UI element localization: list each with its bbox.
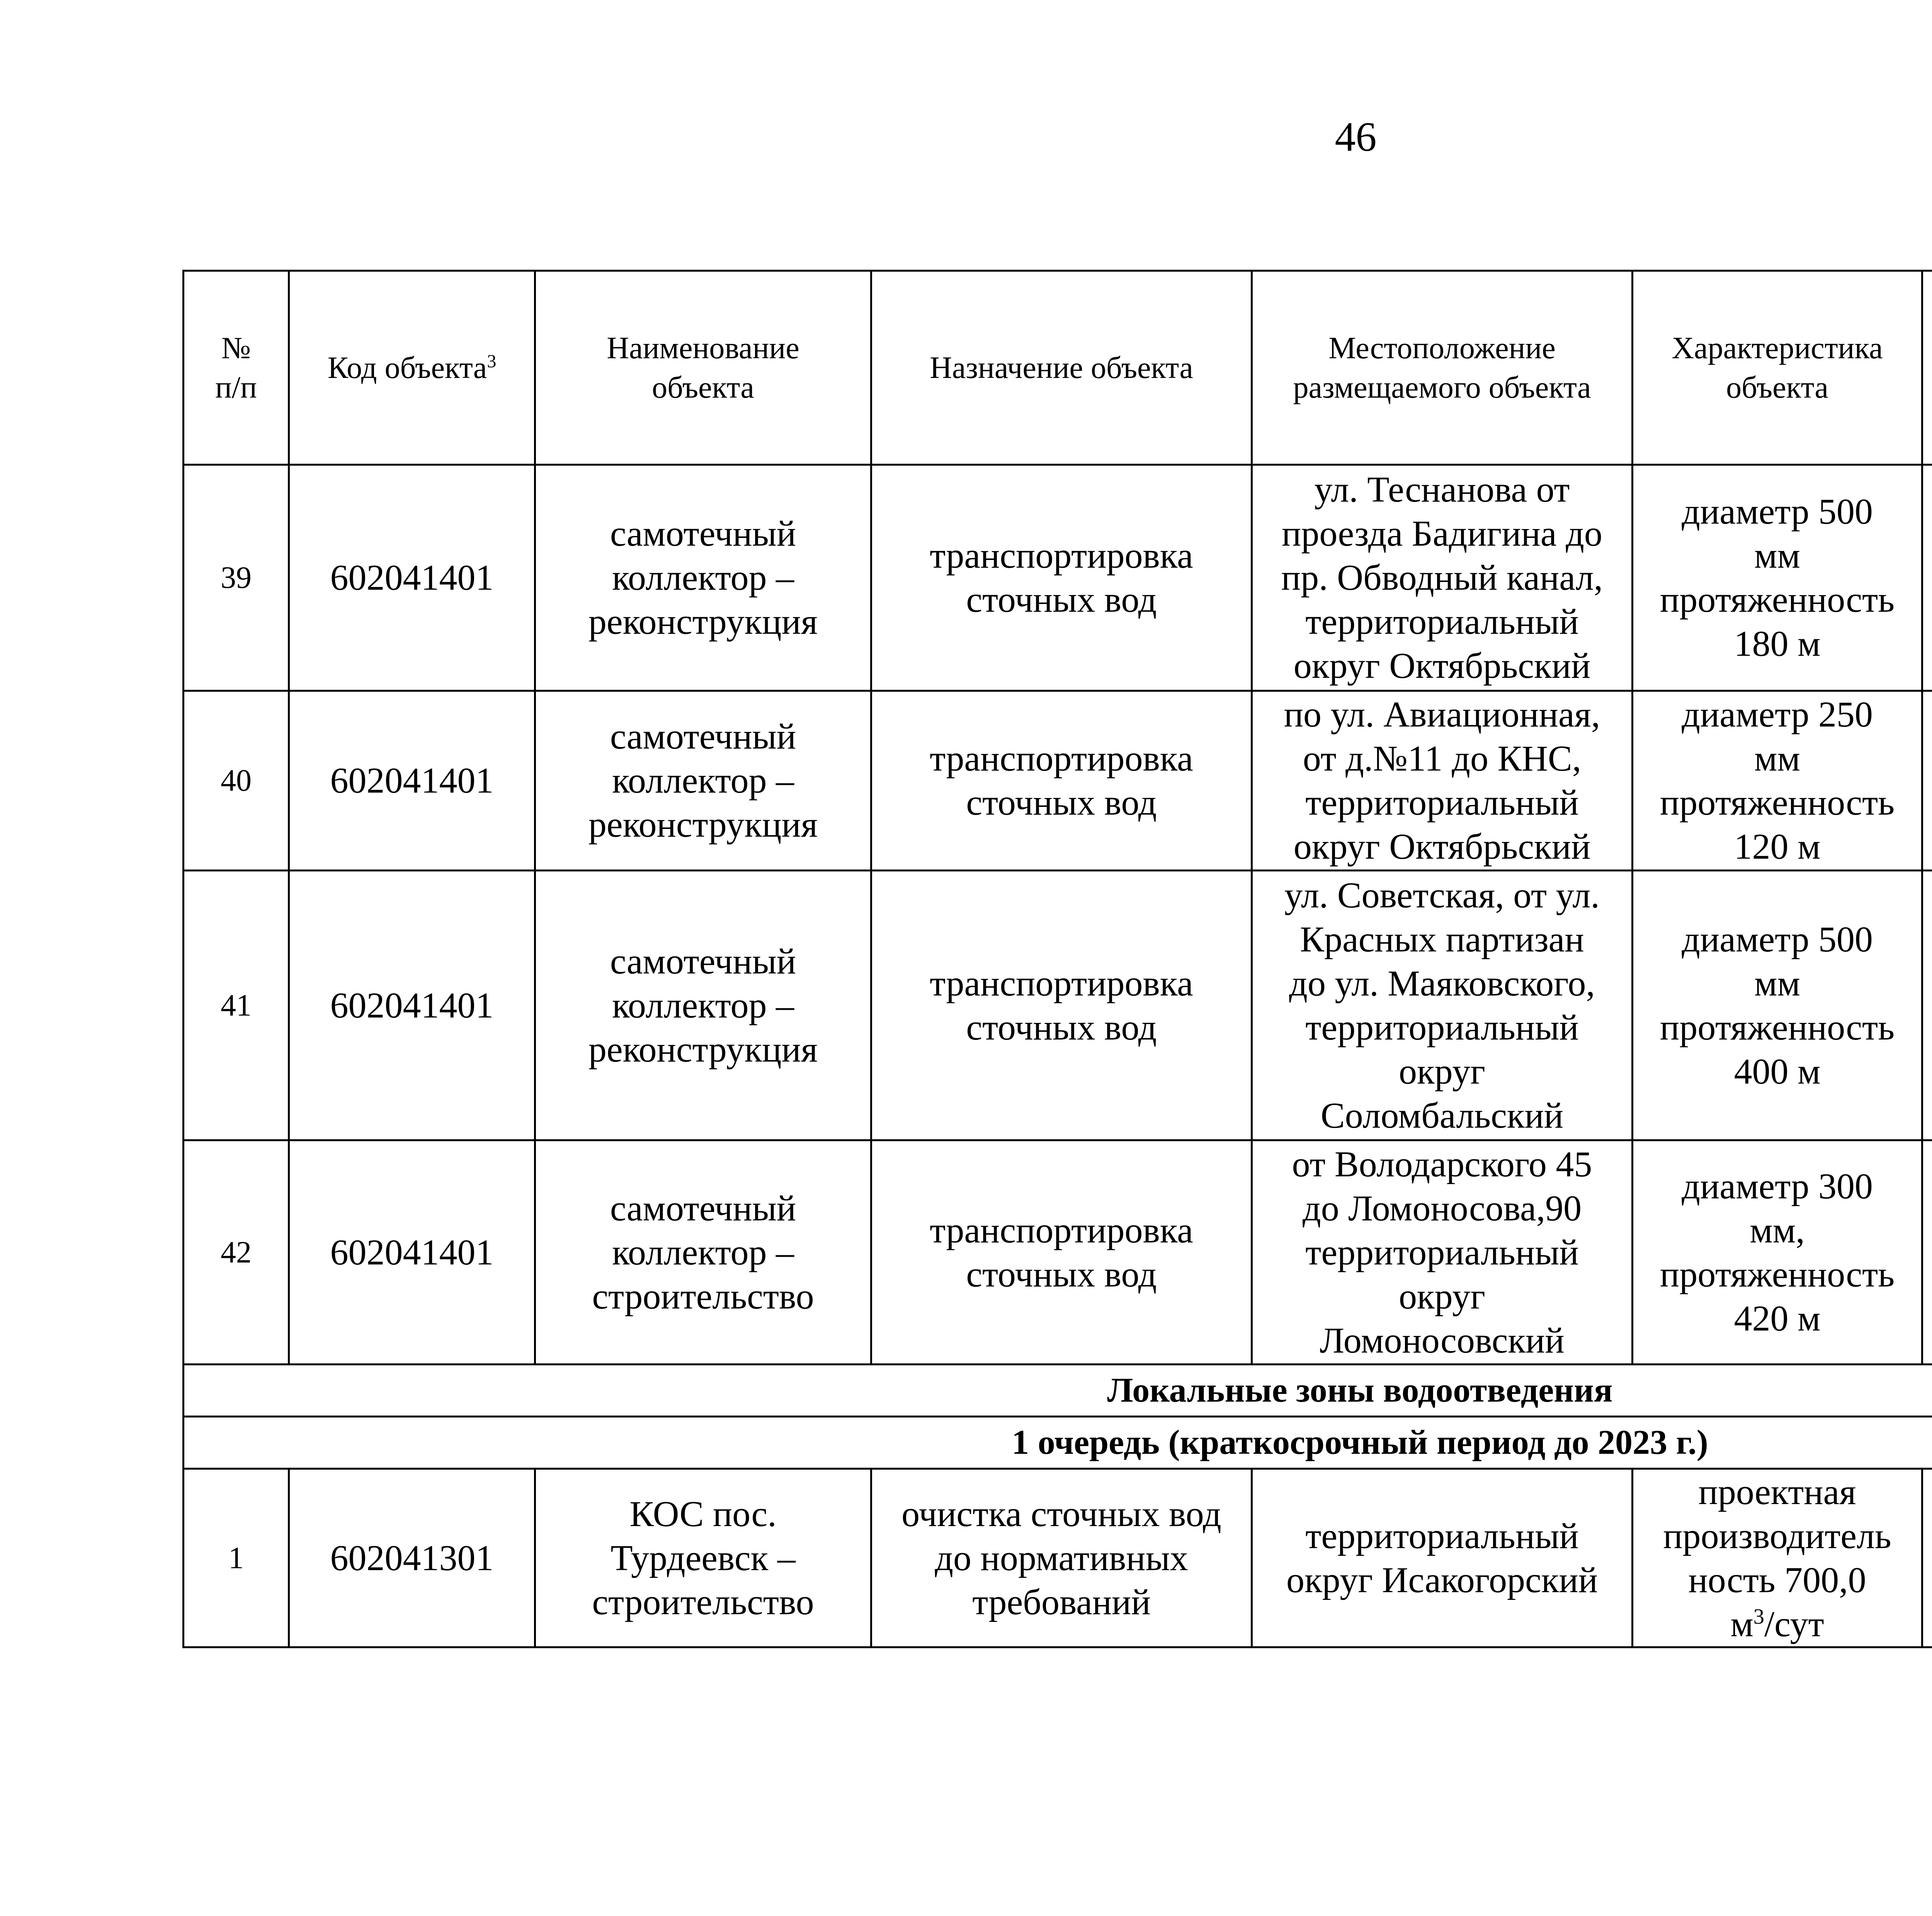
subsection-title-row bbox=[184, 1417, 1932, 1469]
row-characteristic: диаметр 500 мм протяженность 400 м bbox=[1633, 871, 1922, 1140]
header-purpose: Назначение объекта bbox=[871, 271, 1252, 465]
row-location: ул. Теснанова от проезда Бадигина до пр. Обводный канал, территориальный округ Октябрьский bbox=[1252, 465, 1633, 691]
row-code: 602041401 bbox=[289, 1140, 535, 1365]
row-characteristic: диаметр 300 мм, протяженность 420 м bbox=[1633, 1140, 1922, 1365]
row-num: 39 bbox=[184, 465, 289, 691]
row-name: КОС пос. Турдеевск – строительство bbox=[535, 1469, 871, 1647]
header-code-label: Код объекта bbox=[327, 351, 487, 385]
row-characteristic bbox=[1633, 1469, 1922, 1647]
row-characteristic-text: проектная производитель ность 700,0 м bbox=[1663, 1472, 1891, 1644]
section-title-row bbox=[184, 1365, 1932, 1417]
header-location: Местоположение размещаемого объекта bbox=[1252, 271, 1633, 465]
row-zones bbox=[1922, 871, 1932, 1140]
row-characteristic-unit: /сут bbox=[1764, 1604, 1824, 1644]
header-code-footnote: 3 bbox=[487, 351, 497, 371]
row-characteristic-sup: 3 bbox=[1753, 1605, 1764, 1629]
row-purpose: транспортировка сточных вод bbox=[871, 465, 1252, 691]
row-purpose: транспортировка сточных вод bbox=[871, 691, 1252, 871]
header-code bbox=[289, 271, 535, 465]
row-code: 602041301 bbox=[289, 1469, 535, 1647]
table-row bbox=[184, 1140, 1932, 1365]
header-characteristic: Характеристика объекта bbox=[1633, 271, 1922, 465]
row-purpose: транспортировка сточных вод bbox=[871, 871, 1252, 1140]
row-zones bbox=[1922, 691, 1932, 871]
row-location: от Володарского 45 до Ломоносова,90 территориальный округ Ломоносовский bbox=[1252, 1140, 1633, 1365]
header-name: Наименование объекта bbox=[535, 271, 871, 465]
row-location: ул. Советская, от ул. Красных партизан до ул. Маяковского, территориальный округ Соломбальский bbox=[1252, 871, 1633, 1140]
table-row bbox=[184, 871, 1932, 1140]
row-characteristic: диаметр 500 мм протяженность 180 м bbox=[1633, 465, 1922, 691]
table-row bbox=[184, 1469, 1932, 1647]
section-title: Локальные зоны водоотведения bbox=[184, 1365, 1932, 1417]
page-number: 46 bbox=[1335, 114, 1377, 160]
row-num: 42 bbox=[184, 1140, 289, 1365]
objects-table bbox=[182, 270, 1932, 1648]
row-purpose: транспортировка сточных вод bbox=[871, 1140, 1252, 1365]
row-zones bbox=[1922, 1469, 1932, 1647]
row-name: самотечный коллектор – реконструкция bbox=[535, 465, 871, 691]
header-zones bbox=[1922, 271, 1932, 465]
table-row bbox=[184, 691, 1932, 871]
row-name: самотечный коллектор – реконструкция bbox=[535, 691, 871, 871]
row-code: 602041401 bbox=[289, 871, 535, 1140]
row-name: самотечный коллектор – строительство bbox=[535, 1140, 871, 1365]
table-header-row bbox=[184, 271, 1932, 465]
row-code: 602041401 bbox=[289, 691, 535, 871]
row-num: 41 bbox=[184, 871, 289, 1140]
row-location: территориальный округ Исакогорский bbox=[1252, 1469, 1633, 1647]
row-name: самотечный коллектор – реконструкция bbox=[535, 871, 871, 1140]
subsection-title: 1 очередь (краткосрочный период до 2023 г.) bbox=[184, 1417, 1932, 1469]
row-zones bbox=[1922, 1140, 1932, 1365]
row-num: 1 bbox=[184, 1469, 289, 1647]
row-code: 602041401 bbox=[289, 465, 535, 691]
row-characteristic: диаметр 250 мм протяженность 120 м bbox=[1633, 691, 1922, 871]
row-purpose: очистка сточных вод до нормативных требований bbox=[871, 1469, 1252, 1647]
row-num: 40 bbox=[184, 691, 289, 871]
row-zones bbox=[1922, 465, 1932, 691]
row-location: по ул. Авиационная, от д.№11 до КНС, территориальный округ Октябрьский bbox=[1252, 691, 1633, 871]
header-num: № п/п bbox=[184, 271, 289, 465]
table-row bbox=[184, 465, 1932, 691]
